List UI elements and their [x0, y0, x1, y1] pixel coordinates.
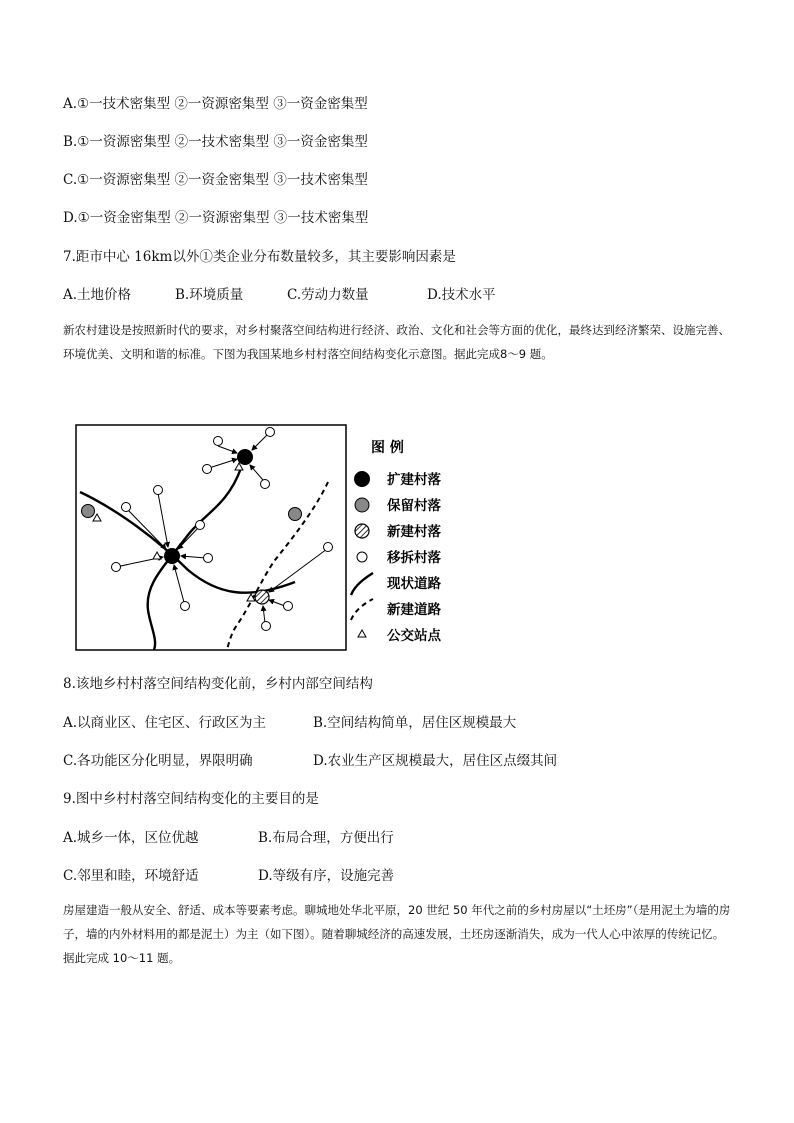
legend-retained-icon	[355, 498, 369, 512]
q6-option-b: B.①一资源密集型 ②一技术密集型 ③一资金密集型	[63, 134, 368, 150]
legend-bus-stop-label: 公交站点	[387, 628, 441, 644]
q8-option-b: B.空间结构简单，居住区规模最大	[313, 715, 517, 731]
retained-village	[289, 508, 302, 521]
legend-expanded-icon	[354, 471, 370, 487]
legend-new-road-icon	[351, 599, 373, 620]
new-road	[227, 482, 328, 650]
intro-10-11: 房屋建造一般从安全、舒适、成本等要素考虑。聊城地处华北平原，20 世纪 50 年代之前的乡村房屋以“土坯房”（是用泥土为墙的房子，墙的内外材料用的都是泥土）为主（如下图）。随着聊城经济的高速发展，土坯房逐渐消失，成为一代人心中浓厚的传统记忆。据此完成 10～11 题。	[63, 903, 731, 965]
q7-option-b: B.环境质量	[175, 287, 244, 303]
q9-option-a: A.城乡一体，区位优越	[63, 830, 199, 846]
legend-title: 图 例	[371, 440, 404, 456]
q8-stem: 8.该地乡村村落空间结构变化前，乡村内部空间结构	[63, 676, 373, 692]
legend-new-road-label: 新建道路	[387, 602, 441, 618]
legend-existing-road-icon	[351, 573, 373, 595]
existing-road-1	[80, 492, 295, 593]
legend-retained-label: 保留村落	[387, 498, 441, 514]
legend-existing-road-label: 现状道路	[387, 576, 441, 592]
q7-option-d: D.技术水平	[427, 287, 496, 303]
q9-option-b: B.布局合理，方便出行	[258, 830, 394, 846]
q8-option-d: D.农业生产区规模最大，居住区点缀其间	[313, 753, 558, 769]
q9-stem: 9.图中乡村村落空间结构变化的主要目的是	[63, 791, 319, 807]
expanded-village	[237, 449, 253, 465]
q9-option-c: C.邻里和睦，环境舒适	[63, 868, 199, 884]
new-village	[255, 590, 269, 604]
legend-new-icon	[355, 524, 369, 538]
q7-option-c: C.劳动力数量	[287, 287, 369, 303]
existing-road-2	[148, 468, 241, 650]
map-frame	[76, 425, 346, 650]
q8-option-a: A.以商业区、住宅区、行政区为主	[63, 715, 267, 731]
q9-option-d: D.等级有序，设施完善	[258, 868, 395, 884]
q7-option-a: A.土地价格	[63, 287, 132, 303]
legend-relocated-icon	[357, 552, 367, 562]
expanded-village	[164, 548, 180, 564]
q6-option-c: C.①一资源密集型 ②一资金密集型 ③一技术密集型	[63, 172, 368, 188]
legend-new-label: 新建村落	[387, 524, 441, 540]
intro-8-9: 新农村建设是按照新时代的要求，对乡村聚落空间结构进行经济、政治、文化和社会等方面的优化，最终达到经济繁荣、设施完善、环境优美、文明和谐的标准。下图为我国某地乡村村落空间结构变化示意图。据此完成8～9 题。	[63, 323, 730, 361]
bus-stops	[93, 463, 255, 601]
q7-stem: 7.距市中心 16km以外①类企业分布数量较多，其主要影响因素是	[63, 249, 456, 265]
retained-village	[82, 505, 95, 518]
legend-relocated-label: 移拆村落	[387, 550, 441, 566]
village-structure-diagram	[63, 410, 463, 660]
q6-option-a: A.①一技术密集型 ②一资源密集型 ③一资金密集型	[63, 96, 368, 112]
q6-option-d: D.①一资金密集型 ②一资源密集型 ③一技术密集型	[63, 210, 369, 226]
legend-bus-stop-icon	[358, 630, 366, 637]
legend-expanded-label: 扩建村落	[387, 472, 441, 488]
q8-option-c: C.各功能区分化明显，界限明确	[63, 753, 253, 769]
